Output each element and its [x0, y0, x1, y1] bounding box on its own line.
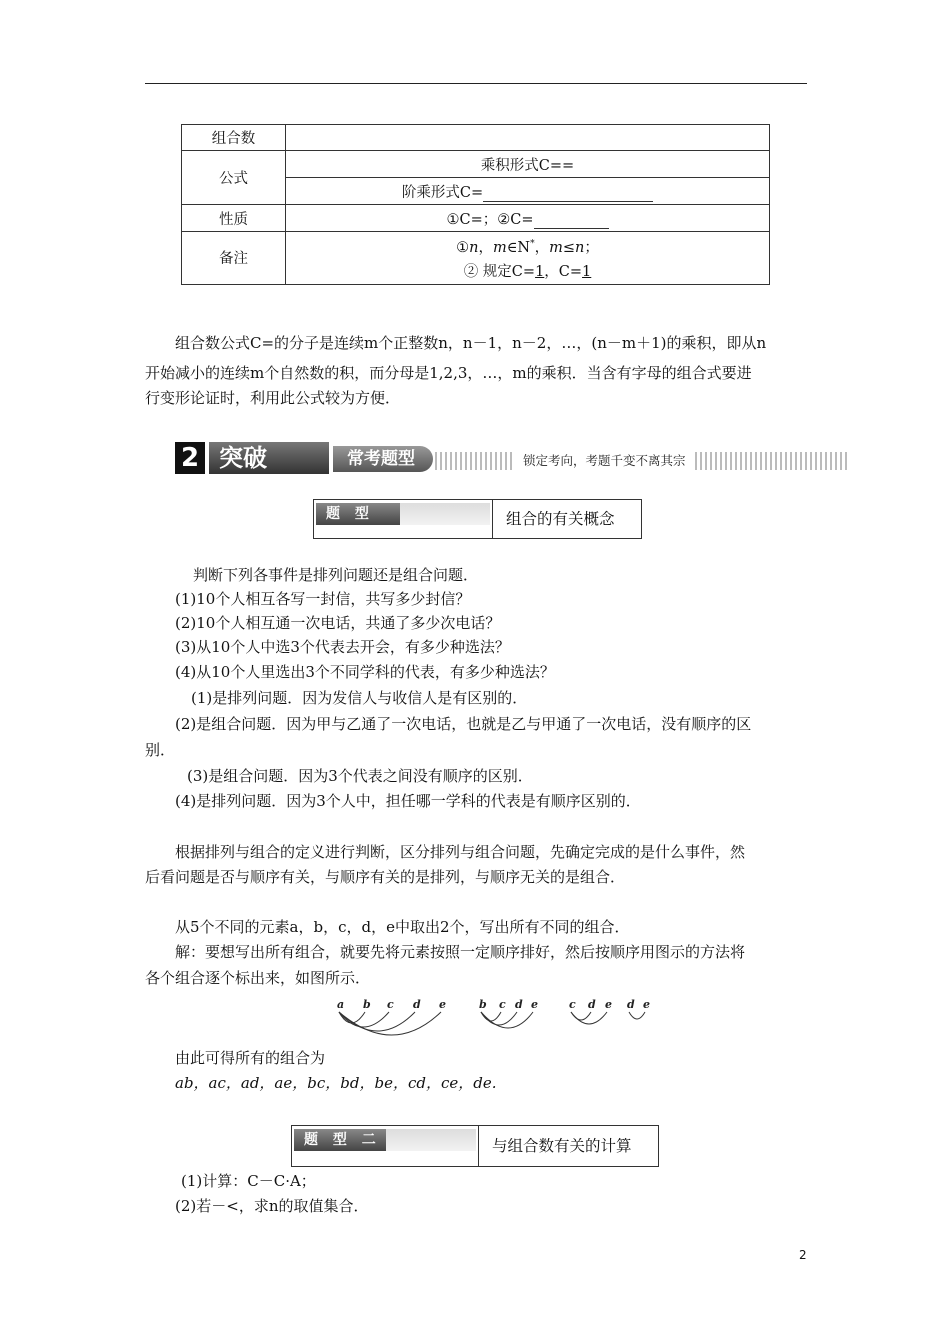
blank-line — [483, 200, 653, 202]
property-value: ①C=；②C= — [286, 205, 770, 232]
result-intro: 由此可得所有的组合为 — [175, 1049, 326, 1067]
formula-product-form: 乘积形式C== — [286, 151, 770, 178]
type-title: 与组合数有关的计算 — [492, 1137, 632, 1155]
example1-answer-2a: (2)是组合问题．因为甲与乙通了一次电话，也就是乙与甲通了一次电话，没有顺序的区 — [175, 715, 752, 733]
diagram-letter: d — [413, 998, 421, 1011]
type-label: 题 型 二 — [294, 1129, 386, 1151]
header-rule — [145, 83, 807, 84]
arc-ae — [339, 1012, 441, 1035]
diagram-letter: b — [363, 998, 371, 1011]
section-banner — [175, 440, 847, 478]
remark-value — [286, 232, 770, 285]
section-title: 突破 — [209, 442, 329, 474]
remark-line-2: ② 规定C=1，C=1 — [463, 263, 592, 280]
example2-solution-2: 各个组合逐个标出来，如图所示． — [145, 969, 371, 987]
blank-line — [534, 227, 609, 229]
summary-line-1: 根据排列与组合的定义进行判断，区分排列与组合问题，先确定完成的是什么事件，然 — [175, 843, 746, 861]
arc-ad — [339, 1012, 415, 1031]
type-box-2 — [291, 1125, 659, 1167]
diagram-letter: c — [387, 998, 394, 1011]
example2-solution-1: 解：要想写出所有组合，就要先将元素按照一定顺序排好，然后按顺序用图示的方法将 — [175, 943, 746, 961]
diagram-group-a — [339, 1012, 645, 1035]
result-list: ab，ac，ad，ae，bc，bd，be，cd，ce，de. — [175, 1074, 497, 1092]
arc-ce — [571, 1012, 607, 1024]
row-label-property: 性质 — [182, 205, 286, 232]
diagram-letter: e — [605, 998, 612, 1011]
row-label-remark: 备注 — [182, 232, 286, 285]
arc-bd — [481, 1012, 517, 1025]
example1-answer-2b: 别． — [145, 741, 176, 759]
row-label-combination-number: 组合数 — [182, 125, 286, 151]
summary-line-2: 后看问题是否与顺序有关，与顺序有关的是排列，与顺序无关的是组合． — [145, 868, 626, 886]
combination-diagram — [333, 998, 653, 1048]
diagram-letter: c — [569, 998, 576, 1011]
example2-question: 从5个不同的元素a，b，c，d，e中取出2个，写出所有不同的组合． — [175, 918, 630, 936]
example1-item-1: (1)10个人相互各写一封信，共写多少封信？ — [175, 590, 471, 608]
diagram-letter: b — [479, 998, 487, 1011]
type-label: 题 型 一 — [316, 503, 400, 525]
diagram-letter: e — [643, 998, 650, 1011]
diagram-letter: d — [515, 998, 523, 1011]
example1-item-2: (2)10个人相互通一次电话，共通了多少次电话？ — [175, 614, 501, 632]
section-number: 2 — [175, 442, 205, 474]
example3-item-2: (2)若－<，求n的取值集合． — [175, 1197, 369, 1215]
example1-question: 判断下列各事件是排列问题还是组合问题． — [193, 566, 479, 584]
diagram-letter: e — [531, 998, 538, 1011]
type-box-1 — [313, 499, 642, 544]
arc-be — [481, 1012, 533, 1028]
section-subtitle: 常考题型 — [333, 446, 433, 472]
note-line-3: 行变形论证时，利用此公式较为方便． — [145, 389, 401, 407]
example1-answer-3: (3)是组合问题．因为3个代表之间没有顺序的区别． — [187, 767, 533, 785]
example1-answer-1: (1)是排列问题．因为发信人与收信人是有区别的． — [191, 689, 528, 707]
type-title: 组合的有关概念 — [506, 510, 615, 528]
example1-item-3: (3)从10个人中选3个代表去开会，有多少种选法？ — [175, 638, 510, 656]
remark-line-1: ①n，m∈N*，m≤n； — [456, 239, 599, 256]
row-label-formula: 公式 — [182, 151, 286, 205]
row-value-combination-number — [286, 125, 770, 151]
note-line-1: 组合数公式C=的分子是连续m个正整数n，n－1，n－2，…，(n－m＋1)的乘积，即从n — [175, 334, 767, 352]
diagram-letter: d — [588, 998, 596, 1011]
diagram-letter: a — [337, 998, 345, 1011]
diagram-letter: c — [499, 998, 506, 1011]
example1-item-4: (4)从10个人里选出3个不同学科的代表，有多少种选法？ — [175, 663, 555, 681]
example3-item-1: (1)计算：C－C·A； — [181, 1172, 316, 1190]
diagram-letter: e — [439, 998, 446, 1011]
page-number: 2 — [799, 1248, 807, 1262]
example1-answer-4: (4)是排列问题．因为3个人中，担任哪一学科的代表是有顺序区别的． — [175, 792, 641, 810]
arc-de — [629, 1012, 645, 1019]
diagram-letters — [337, 998, 650, 1011]
diagram-letter: d — [627, 998, 635, 1011]
note-line-2: 开始减小的连续m个自然数的积，而分母是1,2,3，…，m的乘积．当含有字母的组合式要进 — [145, 364, 752, 382]
definition-table — [181, 124, 770, 285]
formula-factorial-form: 阶乘形式C= — [286, 178, 770, 205]
section-tagline: 锁定考向，考题千变不离其宗 — [515, 452, 694, 470]
